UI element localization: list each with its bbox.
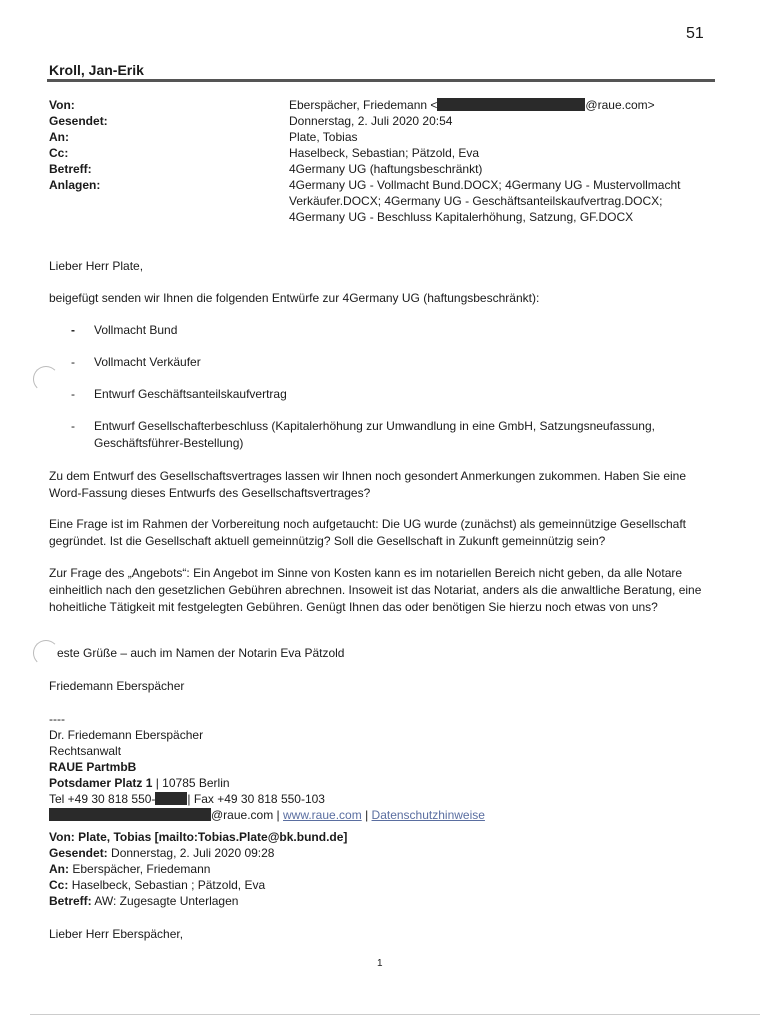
signoff: Friedemann Eberspächer [49, 679, 185, 693]
quoted-an-row [49, 861, 709, 877]
signature-city: 10785 Berlin [162, 776, 230, 790]
attachment-line: Verkäufer.DOCX; 4Germany UG - Geschäftsanteilskaufvertrag.DOCX; [289, 194, 663, 208]
attachment-line: 4Germany UG - Beschluss Kapitalerhöhung, Satzung, GF.DOCX [289, 210, 634, 224]
redaction-block [155, 792, 187, 805]
quoted-gesendet-label: Gesendet: [49, 846, 108, 860]
redaction-block [49, 808, 211, 821]
quoted-betreff-value: AW: Zugesagte Unterlagen [94, 894, 239, 908]
von-domain: @raue.com> [585, 98, 655, 112]
von-label: Von: [49, 98, 75, 112]
quoted-betreff-row [49, 893, 709, 909]
quoted-von-value: Plate, Tobias [mailto:Tobias.Plate@bk.bund.de] [78, 830, 348, 844]
signature-phone-row [49, 791, 709, 807]
quoted-greeting: Lieber Herr Eberspächer, [49, 927, 184, 941]
gesendet-label: Gesendet: [49, 114, 108, 128]
closing: este Grüße – auch im Namen der Notarin Eva Pätzold [57, 646, 345, 660]
quoted-betreff-label: Betreff: [49, 894, 92, 908]
signature-separator: ---- [49, 712, 65, 726]
signature-tel: Tel +49 30 818 550- [49, 792, 156, 806]
header-anlagen-row [49, 177, 709, 227]
signature-title: Rechtsanwalt [49, 744, 122, 758]
intro-paragraph: beigefügt senden wir Ihnen die folgenden Entwürfe zur 4Germany UG (haftungsbeschränkt): [49, 291, 540, 305]
bullet-text: Vollmacht Verkäufer [94, 355, 201, 369]
betreff-value: 4Germany UG (haftungsbeschränkt) [289, 162, 483, 176]
signature-address: Potsdamer Platz 1 | 10785 Berlin [49, 776, 230, 790]
signature-firm: RAUE PartmbB [49, 760, 137, 774]
website-link[interactable]: www.raue.com [283, 808, 362, 822]
an-value: Plate, Tobias [289, 130, 358, 144]
quoted-gesendet-row [49, 845, 709, 861]
sender-name: Kroll, Jan-Erik [49, 62, 144, 78]
page-number: 51 [686, 25, 704, 42]
quoted-cc-label: Cc: [49, 878, 69, 892]
bullet-dash: - [71, 387, 75, 401]
an-label: An: [49, 130, 69, 144]
anlagen-label: Anlagen: [49, 178, 101, 192]
footer-page-number: 1 [377, 958, 383, 969]
signature-fax: | Fax +49 30 818 550-103 [187, 792, 325, 806]
privacy-link[interactable]: Datenschutzhinweise [371, 808, 485, 822]
punch-hole-mark [33, 366, 59, 392]
bullet-text: Entwurf Gesellschafterbeschluss (Kapitalerhöhung zur Umwandlung in eine GmbH, Satzungsneufassung, Geschäftsführer-Bestellung) [94, 419, 655, 450]
anlagen-value [289, 177, 709, 225]
cc-label: Cc: [49, 146, 69, 160]
gesendet-value: Donnerstag, 2. Juli 2020 20:54 [289, 114, 453, 128]
quoted-von-row [49, 829, 709, 845]
paragraph-offer: Zur Frage des „Angebots“: Ein Angebot im Sinne von Kosten kann es im notariellen Bereich nicht geben, da alle Notare einheitlich nach den gesetzlichen Gebühren abrechnen. Insoweit ist das Notariat, anders als die anwaltliche Beratung, eine hoheitliche Tätigkeit mit festgelegten Gebühren. Genügt Ihnen das oder benötigen Sie hierzu noch etwas von uns? [49, 566, 702, 614]
redaction-block [437, 98, 585, 111]
page-edge [30, 1014, 760, 1015]
bullet-dash: - [71, 323, 75, 337]
quoted-cc-value: Haselbeck, Sebastian ; Pätzold, Eva [71, 878, 266, 892]
betreff-label: Betreff: [49, 162, 92, 176]
von-value [289, 97, 709, 113]
separator: | [365, 808, 369, 822]
signature-name: Dr. Friedemann Eberspächer [49, 728, 204, 742]
bullet-dash: - [71, 355, 75, 369]
signature-email: @raue.com [211, 808, 274, 822]
quoted-gesendet-value: Donnerstag, 2. Juli 2020 09:28 [111, 846, 275, 860]
von-name: Eberspächer, Friedemann < [289, 98, 438, 112]
quoted-cc-row [49, 877, 709, 893]
separator: | [276, 808, 280, 822]
paragraph-draft-comments: Zu dem Entwurf des Gesellschaftsvertrages lassen wir Ihnen noch gesondert Anmerkungen zukommen. Haben Sie eine Word-Fassung dieses Entwurfs des Gesellschaftsvertrages? [49, 469, 687, 500]
bullet-text: Vollmacht Bund [94, 323, 178, 337]
signature-contact-row [49, 807, 709, 823]
quoted-von-label: Von: [49, 830, 75, 844]
greeting: Lieber Herr Plate, [49, 259, 144, 273]
bullet-text: Entwurf Geschäftsanteilskaufvertrag [94, 387, 287, 401]
cc-value: Haselbeck, Sebastian; Pätzold, Eva [289, 146, 480, 160]
bullet-dash: - [71, 419, 75, 433]
punch-hole-mark [33, 640, 59, 666]
header-rule [47, 79, 715, 82]
attachment-line: 4Germany UG - Vollmacht Bund.DOCX; 4Germany UG - Mustervollmacht [289, 178, 681, 192]
paragraph-nonprofit-question: Eine Frage ist im Rahmen der Vorbereitung noch aufgetaucht: Die UG wurde (zunächst) als gemeinnützige Gesellschaft gegründet. Ist die Gesellschaft aktuell gemeinnützig? Soll die Gesellschaft in Zukunft gemeinnützig sein? [49, 517, 686, 548]
quoted-an-value: Eberspächer, Friedemann [72, 862, 211, 876]
signature-street: Potsdamer Platz 1 [49, 776, 153, 790]
quoted-an-label: An: [49, 862, 69, 876]
